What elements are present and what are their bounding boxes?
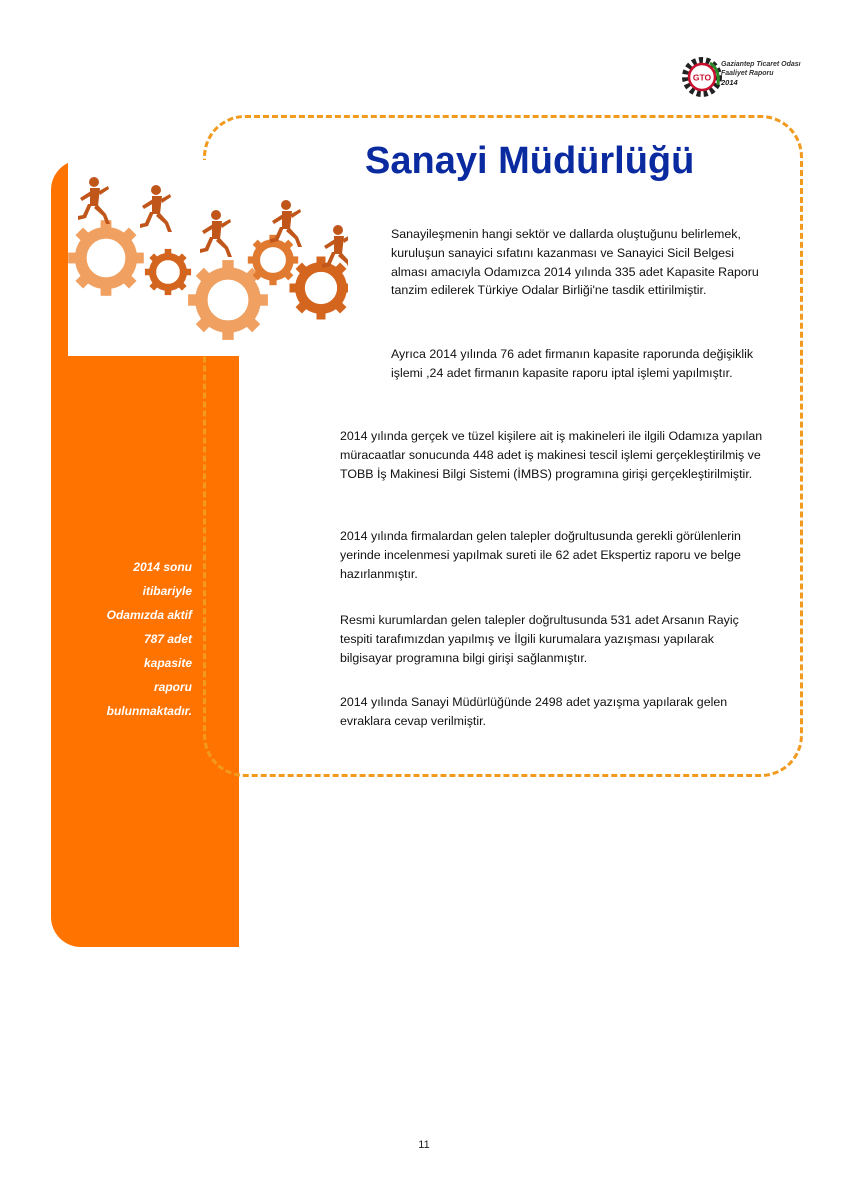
gear-icon (68, 220, 144, 296)
header-year: 2014 (721, 78, 738, 87)
header-logo (680, 55, 810, 100)
side-note-line: kapasite (143, 656, 192, 670)
runner-icon (322, 225, 348, 272)
paragraph: Sanayileşmenin hangi sektör ve dallarda oluştuğunu belirlemek, kuruluşun sanayici sıfatını kazanması ve Sanayici Sicil Belgesi alması amacıyla Odamızca 2014 yılında 335 adet Kapasite Raporu tanzim edilerek Türkiye Odalar Birliği'ne tasdik ettirilmiştir. (391, 227, 759, 298)
paragraph: Resmi kurumlardan gelen talepler doğrultusunda 531 adet Arsanın Rayiç tespiti tarafımızdan yapılmış ve İlgili kurumalara yazışması yapılarak bilgisayar programına bilgi girişi sağlanmıştır. (340, 613, 739, 665)
side-note-line: Odamızda aktif (106, 608, 192, 622)
side-note-line: bulunmaktadır. (106, 704, 192, 718)
runner-icon (140, 185, 172, 232)
gear-icon (145, 249, 191, 295)
side-note-line: 2014 sonu (133, 560, 192, 574)
side-note (62, 555, 192, 723)
header-org-text (721, 60, 801, 87)
paragraph: 2014 yılında gerçek ve tüzel kişilere ait iş makineleri ile ilgili Odamıza yapılan müracaatlar sonucunda 448 adet iş makinesi tescil işlemi gerçekleştirilmiş ve TOBB İş Makinesi Bilgi Sistemi (İMBS) programına girişi gerçekleştirilmiştir. (340, 429, 763, 481)
page-number: 11 (418, 1139, 430, 1151)
gear-icon (290, 257, 349, 320)
logo-letters: GTO (692, 72, 712, 83)
side-note-line: itibariyle (142, 584, 192, 598)
side-note-line: 787 adet (143, 632, 192, 646)
paragraph: 2014 yılında Sanayi Müdürlüğünde 2498 adet yazışma yapılarak gelen evraklara cevap verilmiştir. (340, 695, 728, 728)
header-org-line1: Gaziantep Ticaret Odası (721, 61, 801, 68)
runner-icon (270, 200, 302, 247)
header-org-line2: Faaliyet Raporu (721, 70, 774, 77)
side-note-line: raporu (153, 680, 192, 694)
runner-icon (200, 210, 232, 257)
page-title: Sanayi Müdürlüğü (365, 140, 695, 182)
paragraph: 2014 yılında firmalardan gelen talepler doğrultusunda gerekli görülenlerin yerinde incelenmesi yapılmak sureti ile 62 adet Ekspertiz raporu ve belge hazırlanmıştır. (340, 529, 741, 581)
paragraph: Ayrıca 2014 yılında 76 adet firmanın kapasite raporunda değişiklik işlemi ,24 adet firmanın kapasite raporu iptal işlemi yapılmıştır. (391, 347, 754, 380)
gear-icon (248, 235, 298, 285)
illustration (68, 160, 348, 356)
runner-icon (78, 177, 110, 224)
runners-on-gears-image (68, 160, 348, 356)
gear-logo-icon (680, 55, 724, 99)
